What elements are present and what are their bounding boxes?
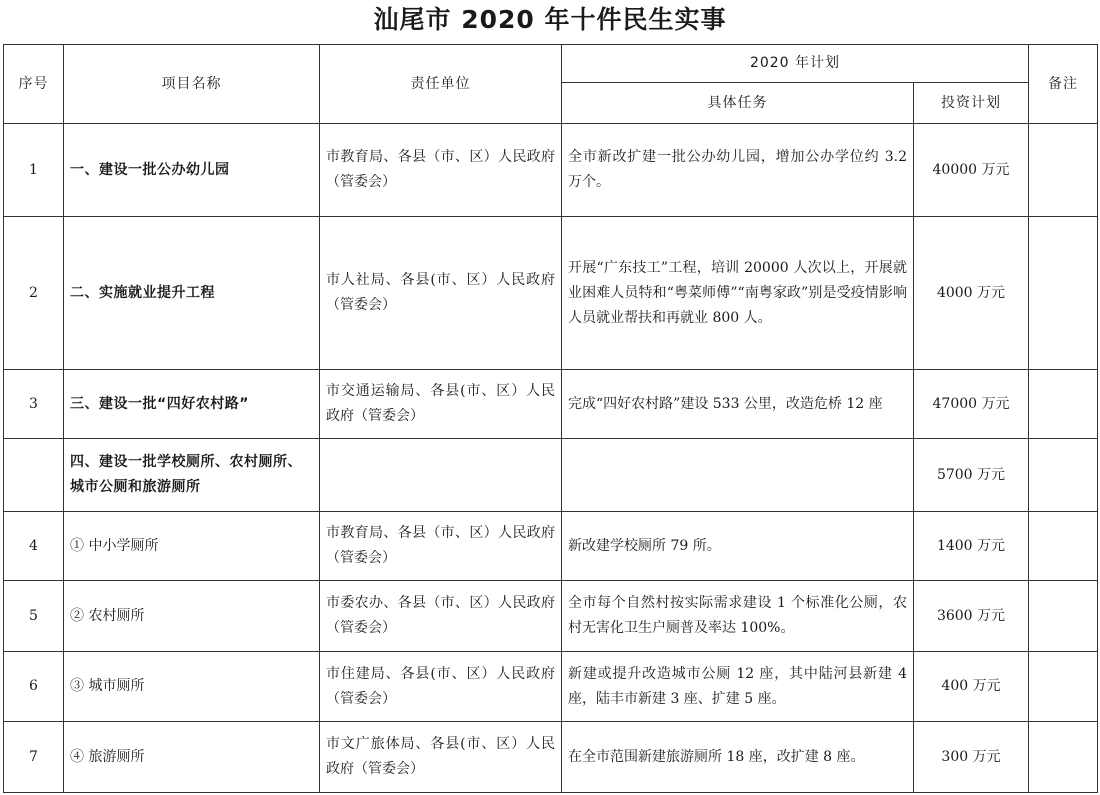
row-task: 开展“广东技工”工程，培训 20000 人次以上，开展就业困难人员特和“粤菜师傅”“南粤家政”别是受疫情影响人员就业帮扶和再就业 800 人。 <box>562 217 914 370</box>
row-task: 全市每个自然村按实际需求建设 1 个标准化公厕，农村无害化卫生户厕普及率达 100%。 <box>562 581 914 652</box>
row-task: 新建或提升改造城市公厕 12 座，其中陆河县新建 4 座，陆丰市新建 3 座、扩建 5 座。 <box>562 652 914 722</box>
row-task: 全市新改扩建一批公办幼儿园，增加公办学位约 3.2 万个。 <box>562 124 914 217</box>
row-no: 4 <box>4 512 64 581</box>
row-note <box>1029 370 1098 439</box>
table-row <box>4 512 1098 581</box>
row-project-name: ① 中小学厕所 <box>64 512 320 581</box>
row-investment: 400 万元 <box>914 652 1029 722</box>
page-title: 汕尾市 2020 年十件民生实事 <box>373 5 727 34</box>
row-task: 在全市范围新建旅游厕所 18 座，改扩建 8 座。 <box>562 722 914 793</box>
row-responsible-unit: 市教育局、各县（市、区）人民政府（管委会） <box>320 512 562 581</box>
row-responsible-unit: 市委农办、各县（市、区）人民政府（管委会） <box>320 581 562 652</box>
row-investment: 5700 万元 <box>914 439 1029 512</box>
row-responsible-unit: 市人社局、各县(市、区）人民政府（管委会） <box>320 217 562 370</box>
row-responsible-unit: 市住建局、各县(市、区）人民政府（管委会） <box>320 652 562 722</box>
row-note <box>1029 439 1098 512</box>
row-no: 7 <box>4 722 64 793</box>
header-plan: 2020 年计划 <box>562 45 1029 83</box>
row-investment: 47000 万元 <box>914 370 1029 439</box>
row-project-name: 四、建设一批学校厕所、农村厕所、城市公厕和旅游厕所 <box>64 439 320 512</box>
row-project-name: ③ 城市厕所 <box>64 652 320 722</box>
row-note <box>1029 581 1098 652</box>
header-project-name: 项目名称 <box>64 45 320 124</box>
header-no: 序号 <box>4 45 64 124</box>
row-no: 1 <box>4 124 64 217</box>
row-responsible-unit: 市文广旅体局、各县(市、区）人民政府（管委会） <box>320 722 562 793</box>
row-responsible-unit <box>320 439 562 512</box>
header-note: 备注 <box>1029 45 1098 124</box>
row-no <box>4 439 64 512</box>
row-project-name: ④ 旅游厕所 <box>64 722 320 793</box>
table-row <box>4 722 1098 793</box>
table-row <box>4 124 1098 217</box>
row-project-name: ② 农村厕所 <box>64 581 320 652</box>
header-investment: 投资计划 <box>914 83 1029 124</box>
livelihood-projects-table <box>3 44 1098 793</box>
table-row <box>4 652 1098 722</box>
row-investment: 3600 万元 <box>914 581 1029 652</box>
table-row <box>4 370 1098 439</box>
header-task: 具体任务 <box>562 83 914 124</box>
table-row <box>4 581 1098 652</box>
row-project-name: 二、实施就业提升工程 <box>64 217 320 370</box>
row-task: 完成“四好农村路”建设 533 公里，改造危桥 12 座 <box>562 370 914 439</box>
row-responsible-unit: 市交通运输局、各县(市、区）人民政府（管委会） <box>320 370 562 439</box>
row-no: 3 <box>4 370 64 439</box>
table-row <box>4 439 1098 512</box>
row-investment: 300 万元 <box>914 722 1029 793</box>
header-responsible-unit: 责任单位 <box>320 45 562 124</box>
row-note <box>1029 512 1098 581</box>
row-note <box>1029 722 1098 793</box>
row-project-name: 三、建设一批“四好农村路” <box>64 370 320 439</box>
row-no: 6 <box>4 652 64 722</box>
row-note <box>1029 217 1098 370</box>
row-note <box>1029 652 1098 722</box>
row-responsible-unit: 市教育局、各县（市、区）人民政府（管委会） <box>320 124 562 217</box>
row-task: 新改建学校厕所 79 所。 <box>562 512 914 581</box>
row-investment: 40000 万元 <box>914 124 1029 217</box>
row-note <box>1029 124 1098 217</box>
row-project-name: 一、建设一批公办幼儿园 <box>64 124 320 217</box>
row-no: 5 <box>4 581 64 652</box>
table-row <box>4 217 1098 370</box>
row-investment: 1400 万元 <box>914 512 1029 581</box>
row-investment: 4000 万元 <box>914 217 1029 370</box>
row-task <box>562 439 914 512</box>
row-no: 2 <box>4 217 64 370</box>
